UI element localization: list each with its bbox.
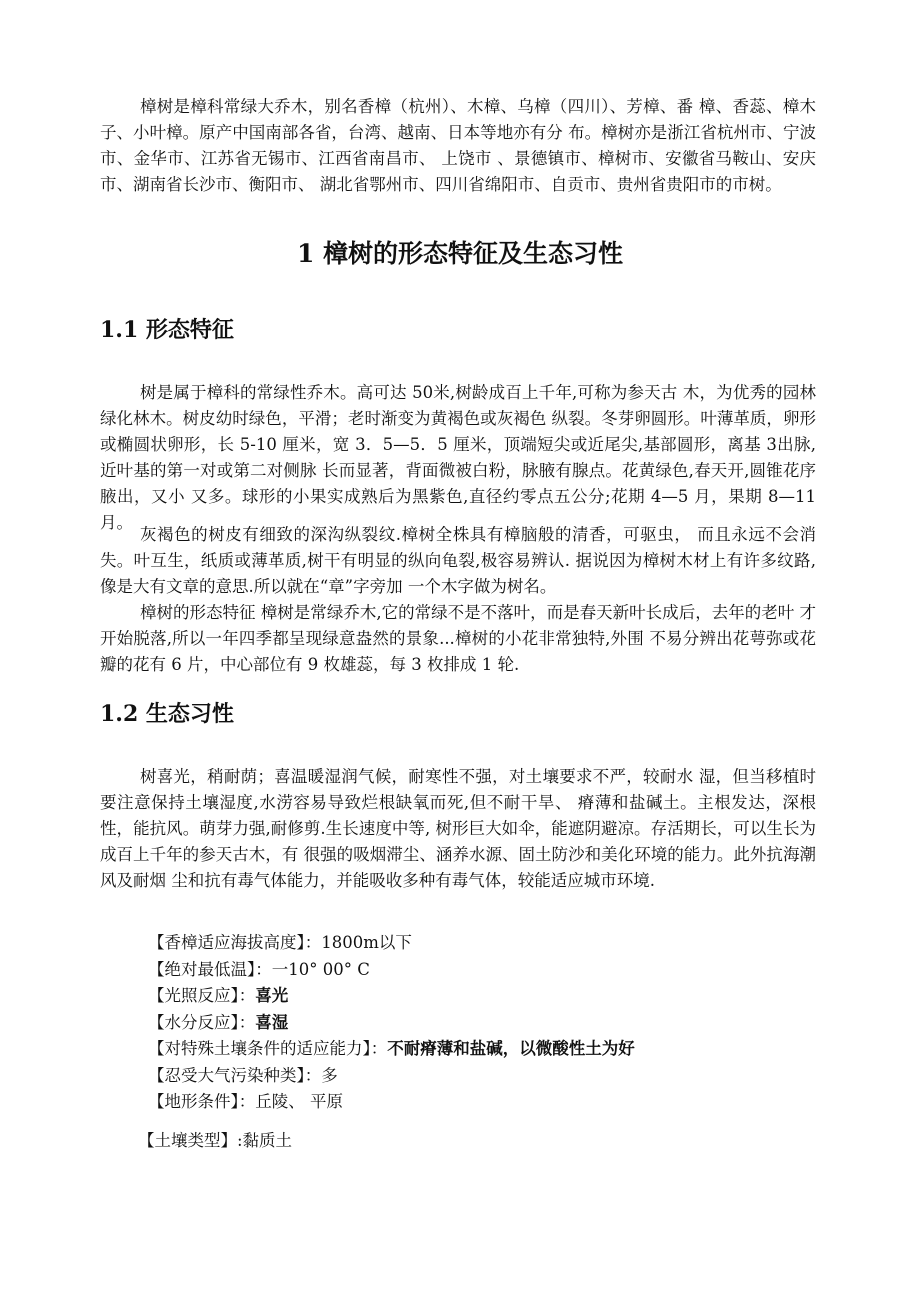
soil-type	[138, 1128, 292, 1154]
section-1-2-heading: 1.2 生态习性	[100, 701, 234, 727]
attribute-label: 【对特殊土壤条件的适应能力】：	[148, 1039, 388, 1058]
attribute-value: 1800m以下	[321, 933, 412, 952]
attribute-min-temperature	[148, 957, 635, 984]
attribute-label: 【地形条件】：	[148, 1092, 256, 1111]
ecology-paragraph: 树喜光，稍耐荫；喜温暖湿润气候，耐寒性不强，对土壤要求不严，较耐水 湿，但当移植时要注意保持土壤湿度,水涝容易导致烂根缺氧而死,但不耐干旱、 瘠薄和盐碱土。主根发达，深根性，能抗风。萌芽力强,耐修剪.生长速度中等, 树形巨大如伞，能遮阴避凉。存活期长，可以生长为成百上千年的参天古木，有 很强的吸烟滞尘、涵养水源、固土防沙和美化环境的能力。此外抗海潮风及耐烟 尘和抗有毒气体能力，并能吸收多种有毒气体，较能适应城市环境.	[100, 767, 816, 890]
attribute-water	[148, 1010, 635, 1037]
attribute-pollution	[148, 1063, 635, 1090]
section-1-1-heading: 1.1 形态特征	[100, 317, 234, 343]
soil-type-label: 【土壤类型】	[138, 1131, 237, 1150]
attribute-value: 不耐瘠薄和盐碱，以微酸性土为好	[387, 1039, 635, 1058]
attribute-value: 喜光	[255, 986, 289, 1005]
attribute-value: 喜湿	[255, 1012, 289, 1032]
attribute-value: 一10° 00° C	[271, 959, 370, 979]
attribute-label: 【绝对最低温】：	[148, 959, 272, 979]
morphology-paragraph-3: 樟树的形态特征 樟树是常绿乔木,它的常绿不是不落叶，而是春天新叶长成后，去年的老叶 才开始脱落,所以一年四季都呈现绿意盎然的景象...樟树的小花非常独特,外围 不易分辨出花萼弥或花瓣的花有 6 片，中心部位有 9 枚雄蕊，每 3 枚排成 1 轮.	[100, 603, 816, 674]
attribute-value: 丘陵、 平原	[255, 1092, 343, 1111]
attribute-terrain	[148, 1089, 635, 1116]
intro-paragraph: 樟树是樟科常绿大乔木，别名香樟（杭州）、木樟、乌樟（四川）、芳樟、番 樟、香蕊、樟木子、小叶樟。原产中国南部各省，台湾、越南、日本等地亦有分 布。樟树亦是浙江省杭州市、宁波市、金华市、江苏省无锡市、江西省南昌市、 上饶市 、景德镇市、樟树市、安徽省马鞍山、安庆市、湖南省长沙市、衡阳市、 湖北省鄂州市、四川省绵阳市、自贡市、贵州省贵阳市的市树。	[100, 97, 816, 194]
attribute-soil-adaptation	[148, 1036, 635, 1063]
attribute-label: 【光照反应】：	[148, 986, 256, 1005]
attribute-list	[148, 930, 635, 1116]
attribute-label: 【忍受大气污染种类】：	[148, 1065, 322, 1085]
morphology-paragraph-2: 灰褐色的树皮有细致的深沟纵裂纹.樟树全株具有樟脑般的清香，可驱虫， 而且永远不会消失。叶互生，纸质或薄革质,树干有明显的纵向龟裂,极容易辨认. 据说因为樟树木材上有许多纹路,像是大有文章的意思.所以就在“章”字旁加 一个木字做为树名。	[100, 525, 816, 596]
section-1-heading: 1 樟树的形态特征及生态习性	[296, 239, 624, 268]
attribute-light	[148, 983, 635, 1010]
soil-type-value: :黏质土	[237, 1131, 293, 1150]
morphology-paragraph-1: 树是属于樟科的常绿性乔木。高可达 50米,树龄成百上千年,可称为参天古 木，为优秀的园林绿化林木。树皮幼时绿色，平滑；老时渐变为黄褐色或灰褐色 纵裂。冬芽卵圆形。叶薄革质，卵形或椭圆状卵形，长 5-10 厘米，宽 3．5—5．5 厘米，顶端短尖或近尾尖,基部圆形，离基 3出脉,近叶基的第一对或第二对侧脉 长而显著，背面微被白粉，脉腋有腺点。花黄绿色,春天开,圆锥花序腋出，又小 又多。球形的小果实成熟后为黑紫色,直径约零点五公分;花期 4—5 月，果期 8—11 月。	[100, 383, 816, 532]
attribute-label: 【水分反应】：	[148, 1012, 256, 1032]
attribute-value: 多	[321, 1065, 338, 1085]
attribute-altitude	[148, 930, 635, 957]
attribute-label: 【香樟适应海拔高度】：	[148, 933, 322, 952]
